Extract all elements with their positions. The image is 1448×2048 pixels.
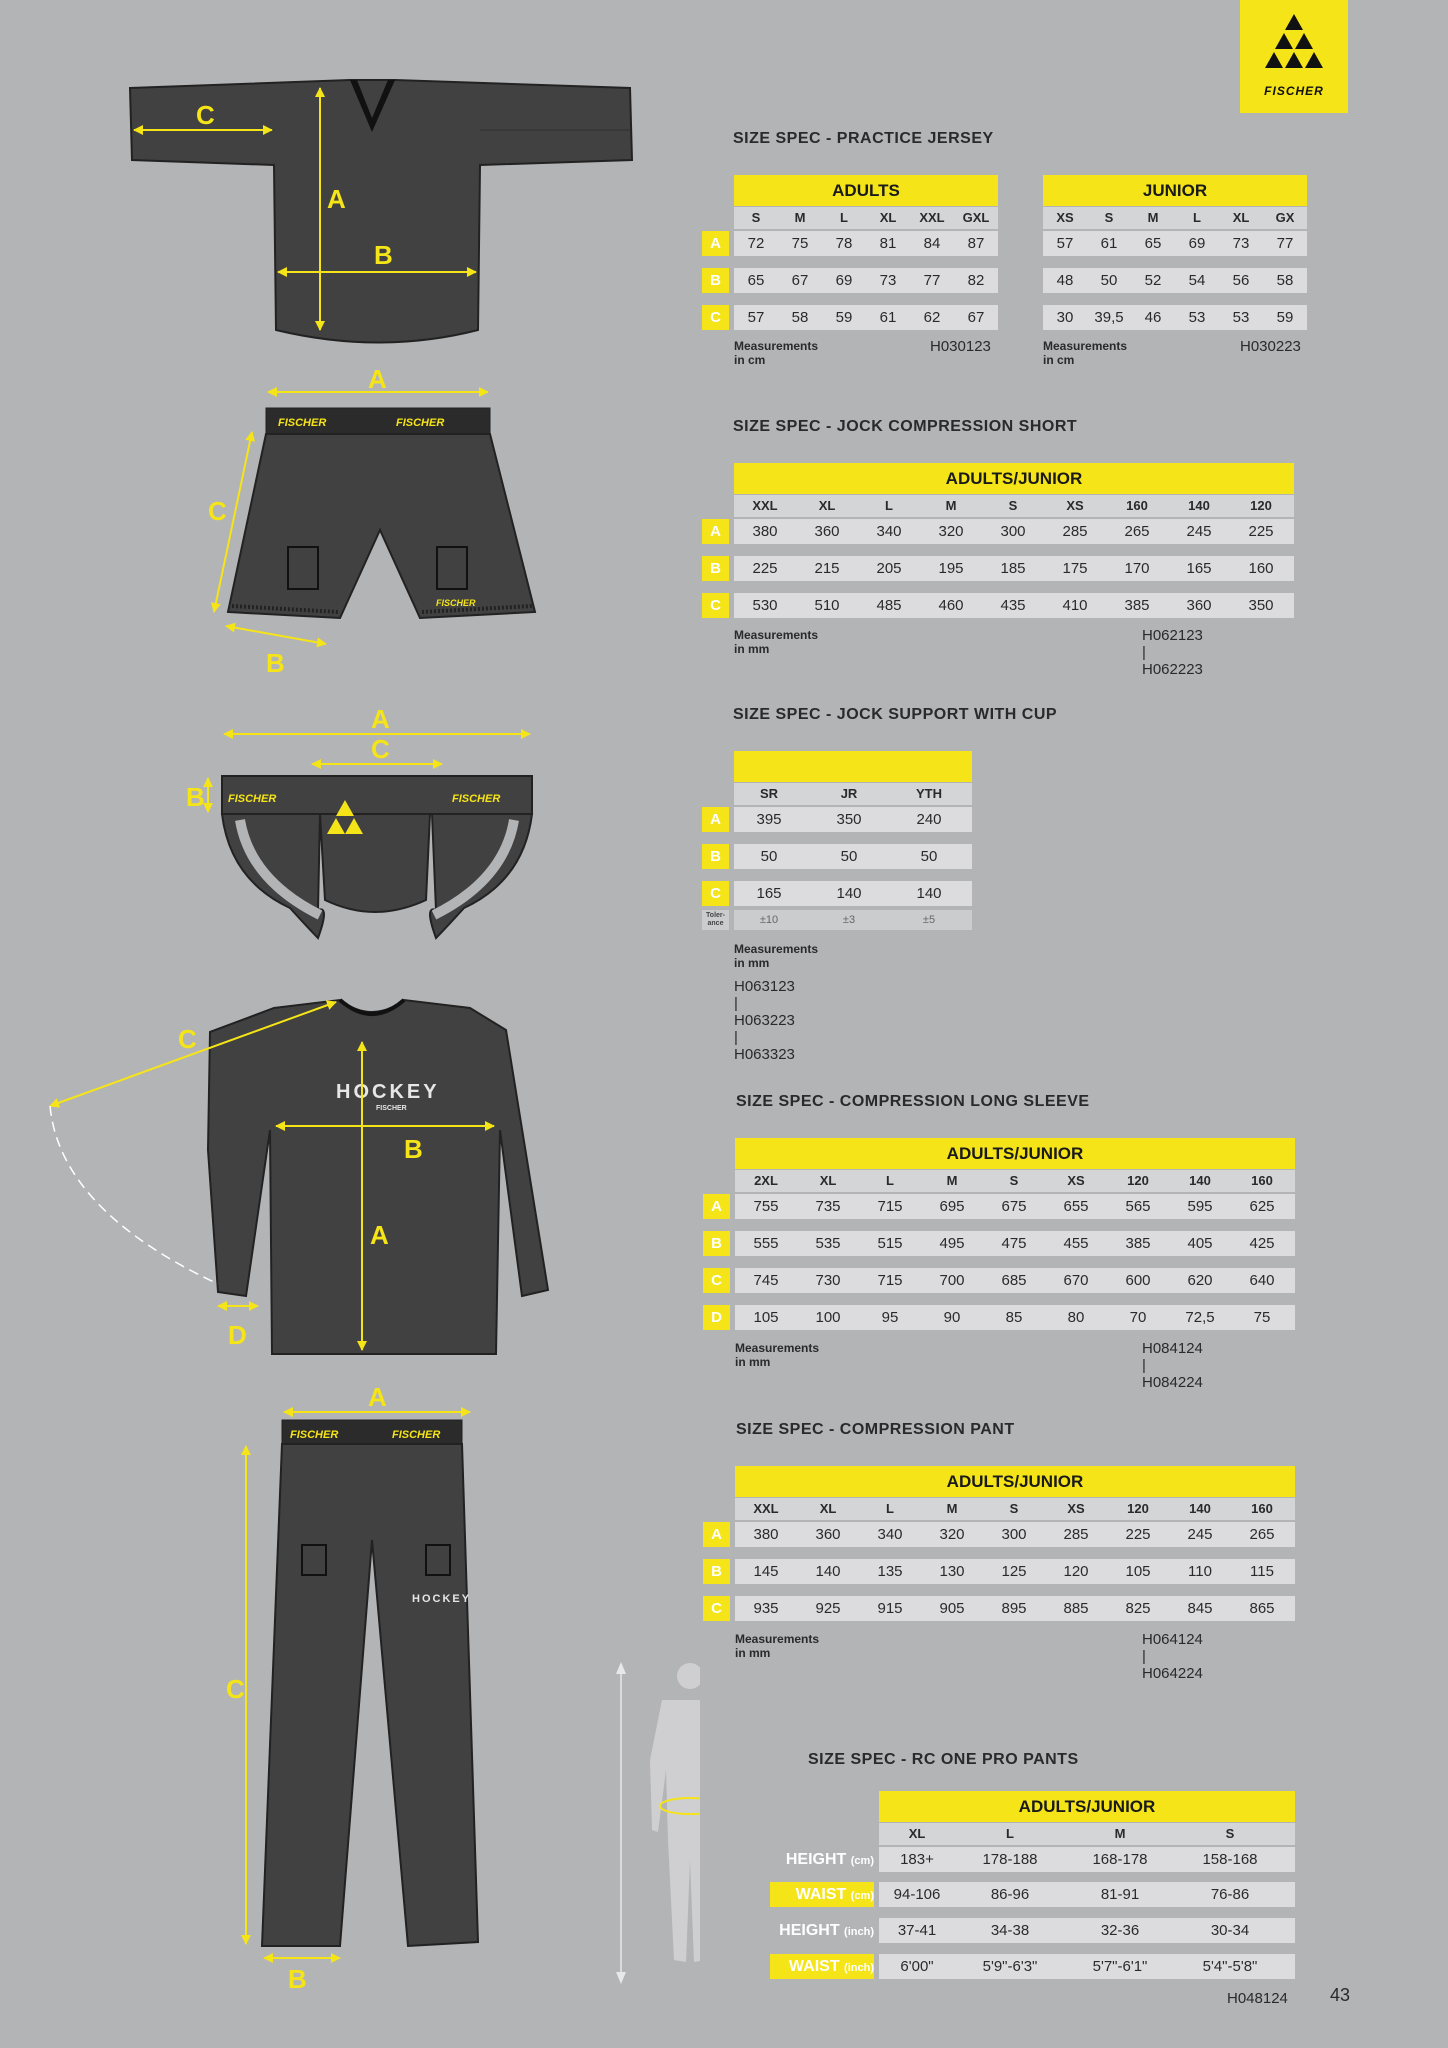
dim-label-c: C [208, 496, 227, 526]
row-label: HEIGHT (cm) [785, 1851, 874, 1868]
dim-label-a: A [368, 364, 387, 394]
row-label: B [703, 1231, 730, 1256]
compression-long-sleeve-illustration [208, 1000, 548, 1354]
dim-label-c: C [196, 100, 215, 130]
garment-brand-text: FISCHER [436, 598, 476, 608]
dim-label-b: B [186, 782, 205, 812]
page-number: 43 [1330, 1985, 1351, 2005]
dim-label-c: C [371, 734, 390, 764]
table-row: 183+ 178-188 168-178 158-168 [879, 1847, 1295, 1872]
table-row: 165 140 140 [734, 881, 972, 906]
garment-illustrations [0, 0, 700, 2048]
table-header: ADULTS/JUNIOR [735, 1466, 1295, 1497]
row-label: C [702, 881, 729, 906]
measurement-note: Measurements in cm [734, 339, 819, 367]
row-label: A [703, 1194, 730, 1219]
product-code: H048124 [1227, 1990, 1288, 2007]
dim-label-a: A [371, 704, 390, 734]
table-header: ADULTS [734, 175, 998, 206]
table-row: 37-41 34-38 32-36 30-34 [879, 1918, 1295, 1943]
brand-name: FISCHER [1264, 84, 1324, 98]
row-label: HEIGHT (inch) [779, 1922, 874, 1939]
hockey-print: HOCKEY [336, 1081, 440, 1103]
table-header: ADULTS/JUNIOR [735, 1138, 1295, 1169]
table-row: 745 730 715 700 685 670 600 620 640 [735, 1268, 1295, 1293]
size-row: 2XL XL L M S XS 120 140 160 [735, 1170, 1295, 1192]
table-row: 755 735 715 695 675 655 565 595 625 [735, 1194, 1295, 1219]
row-label: A [702, 231, 729, 256]
tolerance-row: ±10 ±3 ±5 [734, 910, 972, 930]
product-code: H030123 [930, 338, 991, 355]
table-row: 395 350 240 [734, 807, 972, 832]
dim-label-b: B [374, 240, 393, 270]
row-label: WAIST (inch) [770, 1954, 874, 1979]
garment-brand-text: FISCHER [452, 793, 501, 805]
table-row: 145 140 135 130 125 120 105 110 115 [735, 1559, 1295, 1584]
table-row: 94-106 86-96 81-91 76-86 [879, 1882, 1295, 1907]
table-row: 57 58 59 61 62 67 [734, 305, 998, 330]
garment-brand-text: FISCHER [396, 417, 445, 429]
row-label: C [702, 593, 729, 618]
table-row: 935 925 915 905 895 885 825 845 865 [735, 1596, 1295, 1621]
garment-brand-text: FISCHER [376, 1105, 407, 1112]
measurement-note: Measurements in mm [734, 942, 819, 970]
table-row: 105 100 95 90 85 80 70 72,5 75 [735, 1305, 1295, 1330]
row-label: D [703, 1305, 730, 1330]
size-row: XXL XL L M S XS 120 140 160 [735, 1498, 1295, 1520]
product-code: H063123 | H063223 | H063323 [734, 978, 795, 1063]
dim-label-a: A [327, 184, 346, 214]
size-row: XS S M L XL GX [1043, 207, 1307, 229]
table-header: JUNIOR [1043, 175, 1307, 206]
dim-label-b: B [288, 1964, 307, 1994]
row-label: B [702, 268, 729, 293]
table-row: 380 360 340 320 300 285 225 245 265 [735, 1522, 1295, 1547]
row-label: A [703, 1522, 730, 1547]
row-label: C [703, 1268, 730, 1293]
garment-brand-text: FISCHER [290, 1429, 339, 1441]
table-row: 225 215 205 195 185 175 170 165 160 [734, 556, 1294, 581]
product-code: H030223 [1240, 338, 1301, 355]
row-label: B [702, 556, 729, 581]
section-title: SIZE SPEC - COMPRESSION PANT [736, 1421, 1015, 1438]
table-row: 555 535 515 495 475 455 385 405 425 [735, 1231, 1295, 1256]
garment-brand-text: FISCHER [278, 417, 327, 429]
measurement-note: Measurements in mm [735, 1632, 820, 1660]
size-row: SR JR YTH [734, 783, 972, 805]
table-row: 380 360 340 320 300 285 265 245 225 [734, 519, 1294, 544]
product-code: H064124 | H064224 [1142, 1631, 1203, 1682]
row-label: C [703, 1596, 730, 1621]
measurement-note: Measurements in cm [1043, 339, 1128, 367]
fischer-triangle-icon [1240, 0, 1348, 80]
product-code: H062123 | H062223 [1142, 627, 1203, 678]
garment-brand-text: FISCHER [392, 1429, 441, 1441]
size-row: S M L XL XXL GXL [734, 207, 998, 229]
table-header: ADULTS/JUNIOR [734, 463, 1294, 494]
fischer-logo [1240, 0, 1348, 113]
table-row: 48 50 52 54 56 58 [1043, 268, 1307, 293]
garment-brand-text: FISCHER [228, 793, 277, 805]
table-row: 30 39,5 46 53 53 59 [1043, 305, 1307, 330]
dim-label-c: C [226, 1674, 245, 1704]
measurement-note: Measurements in mm [734, 628, 819, 656]
row-label: C [702, 305, 729, 330]
section-title: SIZE SPEC - RC ONE PRO PANTS [808, 1751, 1079, 1768]
compression-short-illustration [228, 408, 535, 618]
table-row: 50 50 50 [734, 844, 972, 869]
human-silhouette-illustration [616, 1662, 700, 1984]
tolerance-label: Toler-ance [702, 910, 729, 930]
product-code: H084124 | H084224 [1142, 1340, 1203, 1391]
section-title: SIZE SPEC - PRACTICE JERSEY [733, 130, 994, 147]
table-row: 6'00" 5'9"-6'3" 5'7"-6'1" 5'4"-5'8" [879, 1954, 1295, 1979]
section-title: SIZE SPEC - JOCK COMPRESSION SHORT [733, 418, 1078, 435]
table-row: 530 510 485 460 435 410 385 360 350 [734, 593, 1294, 618]
table-header [734, 751, 972, 782]
dim-label-d: D [228, 1320, 247, 1350]
size-row: XXL XL L M S XS 160 140 120 [734, 495, 1294, 517]
table-row: 65 67 69 73 77 82 [734, 268, 998, 293]
row-label: WAIST (cm) [770, 1882, 874, 1907]
row-label: A [702, 519, 729, 544]
row-label: A [702, 807, 729, 832]
size-row: XL L M S [879, 1823, 1295, 1845]
dim-label-c: C [178, 1024, 197, 1054]
row-label: B [702, 844, 729, 869]
row-label: B [703, 1559, 730, 1584]
dim-label-a: A [370, 1220, 389, 1250]
dim-label-b: B [404, 1134, 423, 1164]
table-row: 57 61 65 69 73 77 [1043, 231, 1307, 256]
compression-pant-illustration [262, 1420, 478, 1946]
table-header: ADULTS/JUNIOR [879, 1791, 1295, 1822]
section-title: SIZE SPEC - JOCK SUPPORT WITH CUP [733, 706, 1058, 723]
measurement-note: Measurements in mm [735, 1341, 820, 1369]
section-title: SIZE SPEC - COMPRESSION LONG SLEEVE [736, 1093, 1090, 1110]
dim-label-b: B [266, 648, 285, 678]
dim-label-a: A [368, 1382, 387, 1412]
table-row: 72 75 78 81 84 87 [734, 231, 998, 256]
hockey-print: HOCKEY [412, 1593, 472, 1605]
